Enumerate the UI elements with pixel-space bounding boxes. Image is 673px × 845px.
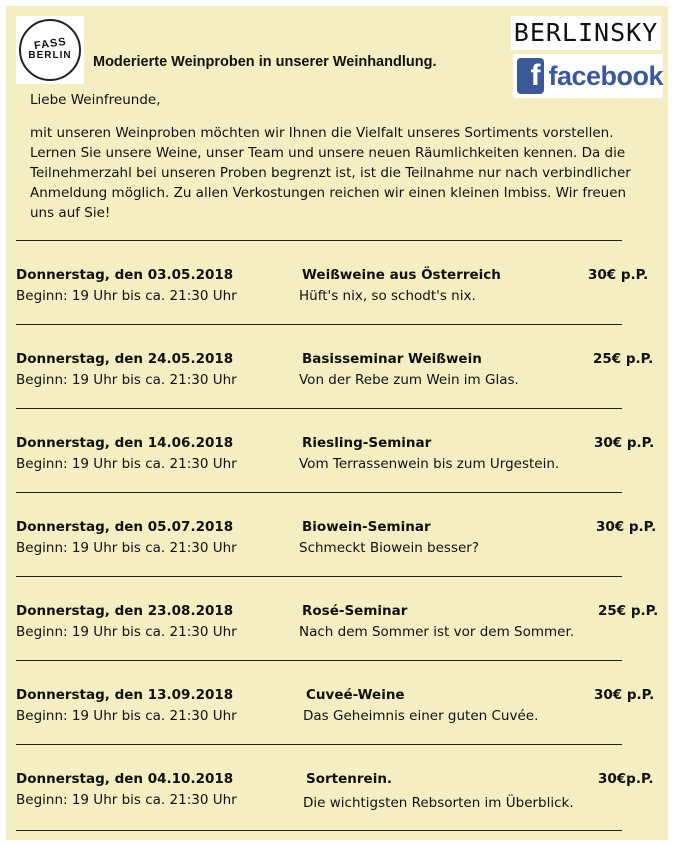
event-title: Biowein-Seminar [302,519,431,535]
event-row [16,435,666,477]
event-price: 25€ p.P. [593,351,654,367]
event-date: Donnerstag, den 05.07.2018 [16,519,234,535]
divider [16,492,622,493]
event-subtitle: Von der Rebe zum Wein im Glas. [299,372,519,388]
greeting: Liebe Weinfreunde, [30,92,161,108]
event-price: 30€ p.P. [594,687,655,703]
event-price: 25€ p.P. [598,603,659,619]
event-title: Rosé-Seminar [302,603,408,619]
event-date: Donnerstag, den 14.06.2018 [16,435,234,451]
event-time: Beginn: 19 Uhr bis ca. 21:30 Uhr [16,792,237,808]
event-subtitle: Hüft's nix, so schodt's nix. [299,288,476,304]
event-price: 30€ p.P. [588,267,649,283]
event-date: Donnerstag, den 13.09.2018 [16,687,234,703]
event-title: Riesling-Seminar [302,435,432,451]
divider [16,576,622,577]
intro-paragraph: mit unseren Weinproben möchten wir Ihnen die Vielfalt unseres Sortiments vorstellen. Lernen Sie unsere Weine, unser Team und unsere neuen Räumlichkeiten kennen. Da die Teilnehmerzahl bei unseren Proben begrenzt ist, ist die Teilnahme nur nach verbindlicher Anmeldung möglich. Zu allen Verkostungen reichen wir einen kleinen Imbiss. Wir freuen uns auf Sie! [30,125,631,221]
event-time: Beginn: 19 Uhr bis ca. 21:30 Uhr [16,372,237,388]
divider [16,744,622,745]
event-row [16,351,666,393]
event-title: Sortenrein. [306,771,393,787]
fass-berlin-logo [16,16,84,84]
berlinsky-logo: BERLINSKY [511,16,661,50]
event-time: Beginn: 19 Uhr bis ca. 21:30 Uhr [16,624,237,640]
fass-logo-circle [19,19,81,81]
event-time: Beginn: 19 Uhr bis ca. 21:30 Uhr [16,708,237,724]
event-subtitle: Die wichtigsten Rebsorten im Überblick. [303,795,574,811]
event-time: Beginn: 19 Uhr bis ca. 21:30 Uhr [16,540,237,556]
event-subtitle: Das Geheimnis einer guten Cuvée. [303,708,539,724]
divider [16,240,622,241]
page-title: Moderierte Weinproben in unserer Weinhandlung. [93,54,437,70]
event-row [16,687,666,729]
flyer-page [6,6,668,840]
event-row [16,267,666,309]
event-title: Basisseminar Weißwein [302,351,482,367]
event-price: 30€ p.P. [594,435,655,451]
event-subtitle: Nach dem Sommer ist vor dem Sommer. [299,624,575,640]
event-date: Donnerstag, den 04.10.2018 [16,771,234,787]
fass-logo-text-line2: BERLIN [28,50,72,61]
divider [16,830,622,831]
fass-logo-text-line1: FASS [32,35,68,53]
event-price: 30€ p.P. [596,519,657,535]
event-title: Weißweine aus Österreich [302,267,501,283]
event-row [16,519,666,561]
event-row [16,771,666,813]
event-date: Donnerstag, den 23.08.2018 [16,603,234,619]
facebook-icon: f [517,58,544,94]
event-date: Donnerstag, den 24.05.2018 [16,351,234,367]
event-title: Cuveé-Weine [306,687,405,703]
event-subtitle: Schmeckt Biowein besser? [299,540,480,556]
divider [16,408,622,409]
event-price: 30€p.P. [598,771,654,787]
divider [16,324,622,325]
facebook-logo[interactable] [513,54,663,98]
facebook-wordmark: facebook [548,60,663,91]
event-date: Donnerstag, den 03.05.2018 [16,267,234,283]
event-time: Beginn: 19 Uhr bis ca. 21:30 Uhr [16,288,237,304]
event-row [16,603,666,645]
event-subtitle: Vom Terrassenwein bis zum Urgestein. [299,456,560,472]
divider [16,660,622,661]
event-time: Beginn: 19 Uhr bis ca. 21:30 Uhr [16,456,237,472]
